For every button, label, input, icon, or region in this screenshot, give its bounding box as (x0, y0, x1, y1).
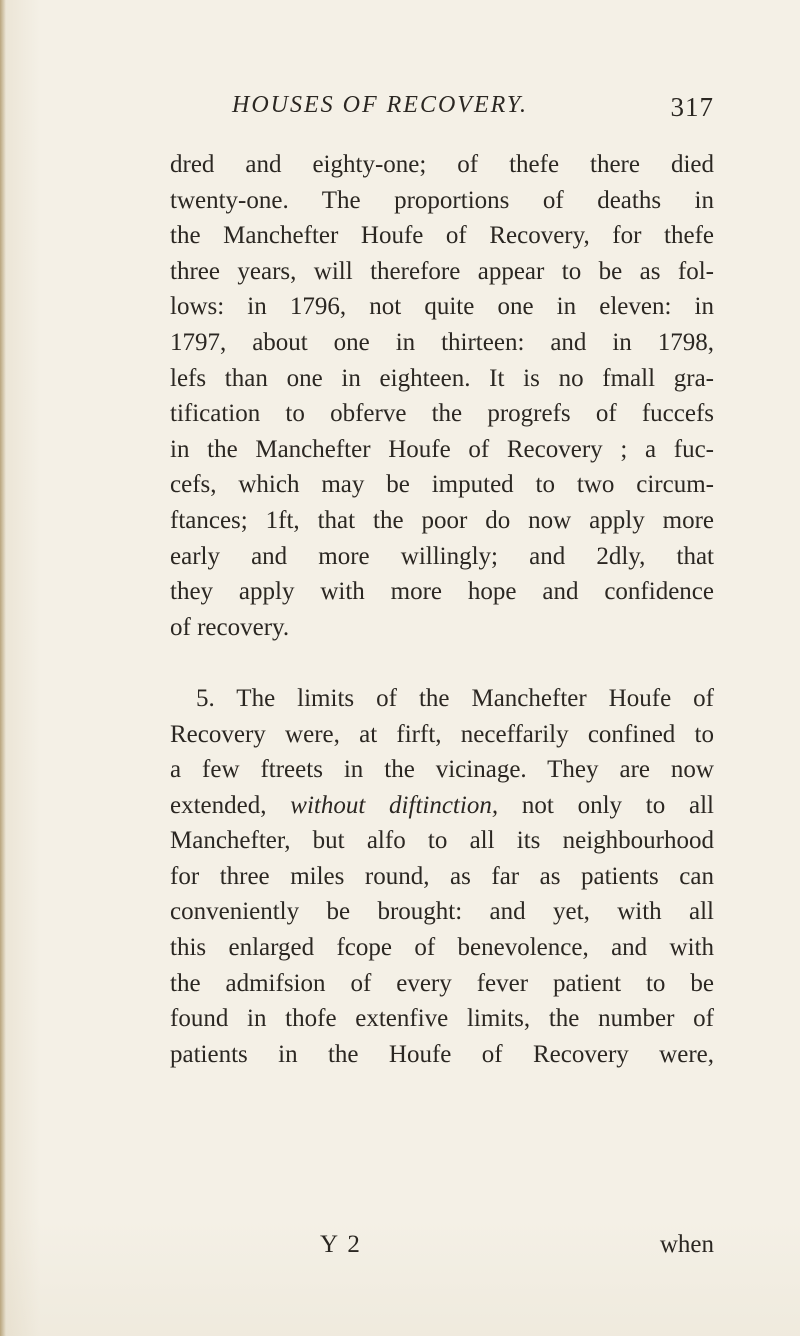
text-line: dred and eighty-one; of thefe there died (170, 151, 714, 178)
running-head: HOUSES OF RECOVERY. (232, 92, 528, 118)
text-line: lows: in 1796, not quite one in eleven: in (170, 293, 714, 321)
text-line: twenty-one. The proportions of deaths in (170, 186, 714, 214)
catchword: when (659, 1231, 714, 1258)
signature-mark: Y 2 (320, 1231, 362, 1258)
text-line: a few ftreets in the vicinage. They are now (170, 756, 714, 784)
text-line: of recovery. (170, 613, 290, 641)
paragraph-1 (170, 147, 714, 645)
text-line: tification to obferve the progrefs of fuccefs (170, 400, 714, 428)
text-line: found in thofe extenfive limits, the number of (170, 1005, 714, 1033)
body-text (170, 147, 714, 1072)
text-line-with-italic (170, 788, 714, 824)
text-line: the admifsion of every fever patient to be (170, 969, 714, 997)
text-line: lefs than one in eighteen. It is no fmall gra- (170, 364, 714, 392)
page-header (232, 92, 714, 126)
page-gutter-edge (0, 0, 6, 1336)
paragraph-2 (170, 681, 714, 1073)
italic-phrase: without diftinction, (290, 791, 499, 819)
text-run: not only to all (498, 791, 714, 819)
text-line: Manchefter, but alfo to all its neighbourhood (170, 827, 714, 855)
text-line: in the Manchefter Houfe of Recovery ; a fuc- (170, 435, 714, 463)
text-line: early and more willingly; and 2dly, that (170, 542, 714, 570)
text-line: this enlarged fcope of benevolence, and with (170, 934, 714, 962)
text-line: the Manchefter Houfe of Recovery, for thefe (170, 222, 714, 250)
text-line: ftances; 1ft, that the poor do now apply more (170, 506, 714, 534)
text-line: Recovery were, at firft, neceffarily confined to (170, 720, 714, 748)
page-number: 317 (670, 92, 714, 122)
text-line: 1797, about one in thirteen: and in 1798, (170, 328, 714, 356)
text-line: 5. The limits of the Manchefter Houfe of (196, 684, 714, 712)
text-line: conveniently be brought: and yet, with all (170, 898, 714, 926)
text-line: they apply with more hope and confidence (170, 578, 714, 606)
text-line: patients in the Houfe of Recovery were, (170, 1040, 714, 1068)
paragraph-gap (170, 645, 714, 681)
page-footer (170, 1231, 714, 1265)
text-line: cefs, which may be imputed to two circum- (170, 471, 714, 499)
text-line: for three miles round, as far as patients can (170, 862, 714, 890)
text-line: three years, will therefore appear to be as fol- (170, 257, 714, 285)
text-run: extended, (170, 791, 291, 819)
